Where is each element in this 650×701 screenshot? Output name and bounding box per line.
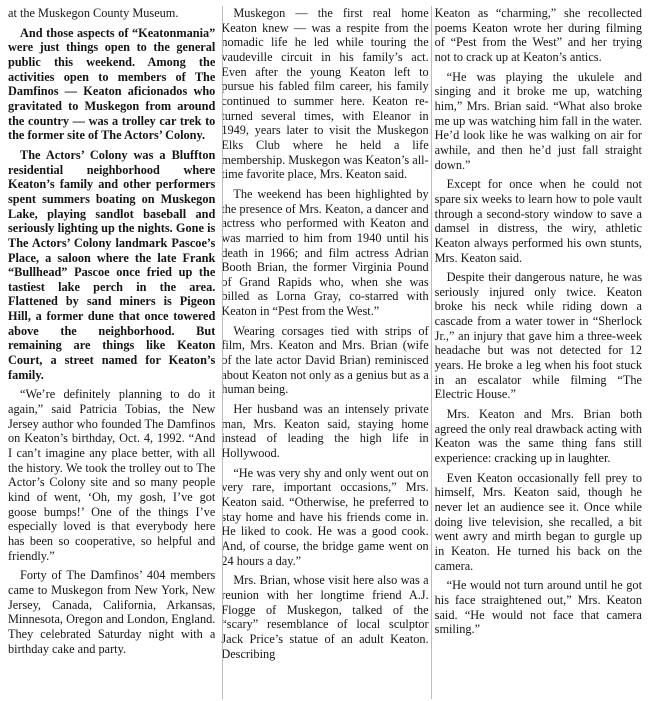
article-paragraph: Mrs. Brian, whose visit here also was a reunion with her longtime friend A.J. Flogge of Muskegon, talked of the “scary” resemblance of local sculptor Jack Price’s statue of an adult Keaton. Describing <box>221 573 429 661</box>
article-paragraph: “He would not turn around until he got his face straightened out,” Mrs. Keaton said. “He would not face that camera smiling.” <box>434 578 642 637</box>
article-paragraph: “He was playing the ukulele and singing and it broke me up, watching him,” Mrs. Brian said. “What also broke me up was watching him fall in the water. He’d look like he was walking on air for awhile, and then he’d just fall straight down.” <box>434 69 642 172</box>
article-paragraph: “We’re definitely planning to do it again,” said Patricia Tobias, the New Jersey author who founded The Damfinos on Keaton’s birthday, Oct. 4, 1992. “And I can’t imagine any place better, with all the history. We took the trolley out to The Actor’s Colony site and so many people kind of went, ‘Oh, my gosh, I’ve got goose bumps!’ One of the things I’ve especially loved is that everybody here has been so cooperative, so helpful and friendly.” <box>8 387 216 563</box>
article-paragraph: The Actors’ Colony was a Bluffton residential neighborhood where Keaton’s family and other performers spent summers boating on Muskegon Lake, playing sandlot baseball and seriously lighting up the nights. Gone is The Actors’ Colony landmark Pascoe’s Place, a saloon where the late Frank “Bullhead” Pascoe once fried up the tastiest lake perch in the area. Flattened by sand miners is Pigeon Hill, a former dune that once towered above the neighborhood. But remaining are things like Keaton Court, a street named for Keaton’s family. <box>8 147 216 382</box>
article-column-2 <box>221 6 428 701</box>
article-paragraph: Keaton as “charming,” she recollected poems Keaton wrote her during filming of “Pest from the West” and her trying not to crack up at Keaton’s antics. <box>434 6 642 64</box>
article-paragraph: Muskegon — the first real home Keaton knew — was a respite from the nomadic life he led while touring the vaudeville circuit in his family’s act. Even after the young Keaton left to pursue his fabled film career, his family continued to summer here. Keaton returned several times, with Eleanor in 1949, years later to visit the Muskegon Elks Club where he held a life membership. Muskegon was Keaton’s all-time favorite place, Mrs. Keaton said. <box>221 6 429 182</box>
column-divider <box>222 6 223 699</box>
article-paragraph: Forty of The Damfinos’ 404 members came to Muskegon from New York, New Jersey, Canada, California, Arkansas, Minnesota, Oregon and London, England. They celebrated Saturday night with a birthday cake and party. <box>8 568 216 656</box>
article-paragraph: The weekend has been highlighted by the presence of Mrs. Keaton, a dancer and actress who performed with Keaton and was married to him from 1940 until his death in 1966; and film actress Adrian Booth Brian, the former Virginia Pound of Grand Rapids who, when she was billed as Lorna Gray, co-starred with Keaton in “Pest from the West.” <box>221 186 429 319</box>
article-paragraph: Even Keaton occasionally fell prey to himself, Mrs. Keaton said, though he never let an audience see it. Once while doing live television, she recalled, a bit went awry and mirth began to gurgle up in Keaton. He turned his back on the camera. <box>434 470 642 573</box>
article-column-1 <box>8 6 215 701</box>
article-paragraph: Her husband was an intensely private man, Mrs. Keaton said, staying home instead of leading the high life in Hollywood. <box>221 402 429 461</box>
article-paragraph: Wearing corsages tied with strips of film, Mrs. Keaton and Mrs. Brian (wife of the late actor David Brian) reminisced about Keaton not only as a genius but as a human being. <box>221 323 429 397</box>
column-divider <box>431 6 432 699</box>
article-paragraph: Mrs. Keaton and Mrs. Brian both agreed the only real drawback acting with Keaton was the same thing fans still experience: cracking up in laughter. <box>434 407 642 466</box>
article-paragraph: “He was very shy and only went out on very rare, important occasions,” Mrs. Keaton said. “Otherwise, he preferred to stay home and have his friends come in. He liked to cook. He was a good cook. And, of course, the bridge game went on 24 hours a day.” <box>221 465 429 568</box>
article-paragraph: at the Muskegon County Museum. <box>8 6 179 20</box>
article-column-3 <box>435 6 642 701</box>
article-paragraph: And those aspects of “Keatonmania” were just things open to the general public this weekend. Among the activities open to members of The Damfinos — Keaton aficionados who gravitated to Muskegon from around the country — was a trolley car trek to the former site of The Actors’ Colony. <box>8 25 216 143</box>
article-paragraph: Except for once when he could not spare six weeks to learn how to pole vault through a second-story window to save a damsel in distress, the wiry, athletic Keaton always performed his own stunts, Mrs. Keaton said. <box>434 177 642 265</box>
article-paragraph: Despite their dangerous nature, he was seriously injured only twice. Keaton broke his neck while riding down a cascade from a water tower in “Sherlock Jr.,” an injury that gave him a three-week headache but was not detected for 12 years. He broke a leg when his foot stuck in an escalator while filming “The Electric House.” <box>434 270 642 402</box>
